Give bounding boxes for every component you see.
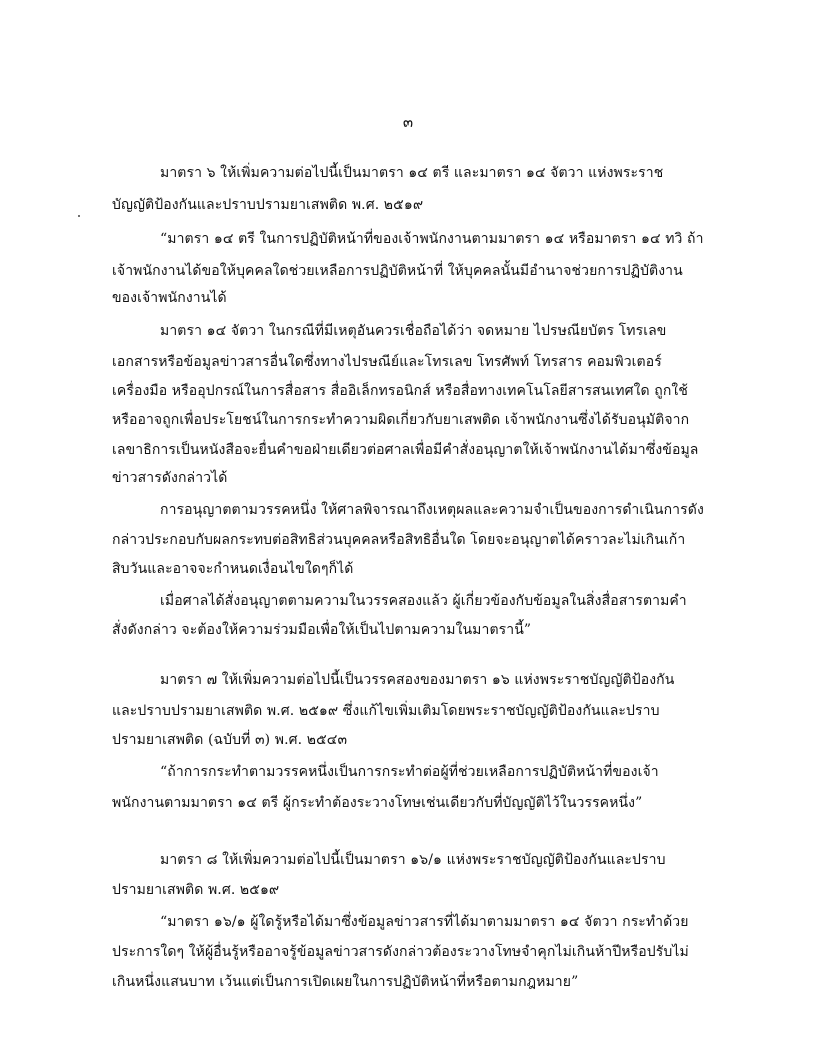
para-3-line-2: สั่งดังกล่าว จะต้องให้ความร่วมมือเพื่อให้เป็นไปตามความในมาตรานี้” bbox=[112, 622, 532, 638]
section-14-chattawa-line-3: เครื่องมือ หรืออุปกรณ์ในการสื่อสาร สื่ออิเล็กทรอนิกส์ หรือสื่อทางเทคโนโลยีสารสนเทศใด ถูกใช้ bbox=[112, 383, 688, 399]
section-14-tri-line-3: ของเจ้าพนักงานได้ bbox=[112, 290, 227, 306]
para-2-line-2: กล่าวประกอบกับผลกระทบต่อสิทธิส่วนบุคคลหรือสิทธิอื่นใด โดยจะอนุญาตได้คราวละไม่เกินเก้า bbox=[112, 532, 686, 548]
section-7-line-1: มาตรา ๗ ให้เพิ่มความต่อไปนี้เป็นวรรคสองของมาตรา ๑๖ แห่งพระราชบัญญัติป้องกัน bbox=[160, 672, 675, 688]
section-14-chattawa-line-1: มาตรา ๑๔ จัตวา ในกรณีที่มีเหตุอันควรเชื่อถือได้ว่า จดหมาย ไปรษณียบัตร โทรเลข bbox=[160, 323, 667, 339]
section-16-1-line-3: เกินหนึ่งแสนบาท เว้นแต่เป็นการเปิดเผยในการปฏิบัติหน้าที่หรือตามกฎหมาย” bbox=[112, 974, 579, 990]
section-16-1-line-1: “มาตรา ๑๖/๑ ผู้ใดรู้หรือได้มาซึ่งข้อมูลข่าวสารที่ได้มาตามมาตรา ๑๔ จัตวา กระทำด้วย bbox=[160, 914, 689, 930]
section-6-line-2: บัญญัติป้องกันและปราบปรามยาเสพติด พ.ศ. ๒๕๑๙ bbox=[112, 197, 424, 213]
section-7-line-5: พนักงานตามมาตรา ๑๔ ตรี ผู้กระทำต้องระวางโทษเช่นเดียวกับที่บัญญัติไว้ในวรรคหนึ่ง” bbox=[112, 795, 643, 811]
section-8-line-1: มาตรา ๘ ให้เพิ่มความต่อไปนี้เป็นมาตรา ๑๖/๑ แห่งพระราชบัญญัติป้องกันและปราบ bbox=[160, 852, 666, 868]
section-14-chattawa-line-2: เอกสารหรือข้อมูลข่าวสารอื่นใดซึ่งทางไปรษณีย์และโทรเลข โทรศัพท์ โทรสาร คอมพิวเตอร์ bbox=[112, 354, 662, 370]
section-8-line-2: ปรามยาเสพติด พ.ศ. ๒๕๑๙ bbox=[112, 882, 280, 898]
section-14-chattawa-line-6: ข่าวสารดังกล่าวได้ bbox=[112, 470, 228, 486]
scan-speck bbox=[78, 215, 80, 217]
section-7-line-2: และปราบปรามยาเสพติด พ.ศ. ๒๕๑๙ ซึ่งแก้ไขเพิ่มเติมโดยพระราชบัญญัติป้องกันและปราบ bbox=[112, 703, 660, 719]
section-14-tri-line-1: “มาตรา ๑๔ ตรี ในการปฏิบัติหน้าที่ของเจ้าพนักงานตามมาตรา ๑๔ หรือมาตรา ๑๔ ทวิ ถ้า bbox=[160, 231, 704, 247]
section-14-chattawa-line-5: เลขาธิการเป็นหนังสือจะยื่นคำขอฝ่ายเดียวต่อศาลเพื่อมีคำสั่งอนุญาตให้เจ้าพนักงานได้มาซึ่งข้อมูล bbox=[112, 442, 699, 458]
para-3-line-1: เมื่อศาลได้สั่งอนุญาตตามความในวรรคสองแล้ว ผู้เกี่ยวข้องกับข้อมูลในสิ่งสื่อสารตามคำ bbox=[160, 593, 687, 609]
section-7-line-3: ปรามยาเสพติด (ฉบับที่ ๓) พ.ศ. ๒๕๔๓ bbox=[112, 732, 348, 748]
para-2-line-3: สิบวันและอาจจะกำหนดเงื่อนไขใดๆก็ได้ bbox=[112, 561, 354, 577]
section-14-chattawa-line-4: หรืออาจถูกเพื่อประโยชน์ในการกระทำความผิดเกี่ยวกับยาเสพติด เจ้าพนักงานซึ่งได้รับอนุมัติจาก bbox=[112, 412, 690, 428]
section-16-1-line-2: ประการใดๆ ให้ผู้อื่นรู้หรืออาจรู้ข้อมูลข่าวสารดังกล่าวต้องระวางโทษจำคุกไม่เกินห้าปีหรือปรับไม่ bbox=[112, 944, 689, 960]
section-7-line-4: “ถ้าการกระทำตามวรรคหนึ่งเป็นการกระทำต่อผู้ที่ช่วยเหลือการปฏิบัติหน้าที่ของเจ้า bbox=[160, 764, 659, 780]
section-14-tri-line-2: เจ้าพนักงานได้ขอให้บุคคลใดช่วยเหลือการปฏิบัติหน้าที่ ให้บุคคลนั้นมีอำนาจช่วยการปฏิบัติงาน bbox=[112, 263, 683, 279]
page-number: ๓ bbox=[402, 113, 414, 131]
para-2-line-1: การอนุญาตตามวรรคหนึ่ง ให้ศาลพิจารณาถึงเหตุผลและความจำเป็นของการดำเนินการดัง bbox=[160, 502, 704, 518]
section-6-line-1: มาตรา ๖ ให้เพิ่มความต่อไปนี้เป็นมาตรา ๑๔ ตรี และมาตรา ๑๔ จัตวา แห่งพระราช bbox=[160, 165, 664, 181]
